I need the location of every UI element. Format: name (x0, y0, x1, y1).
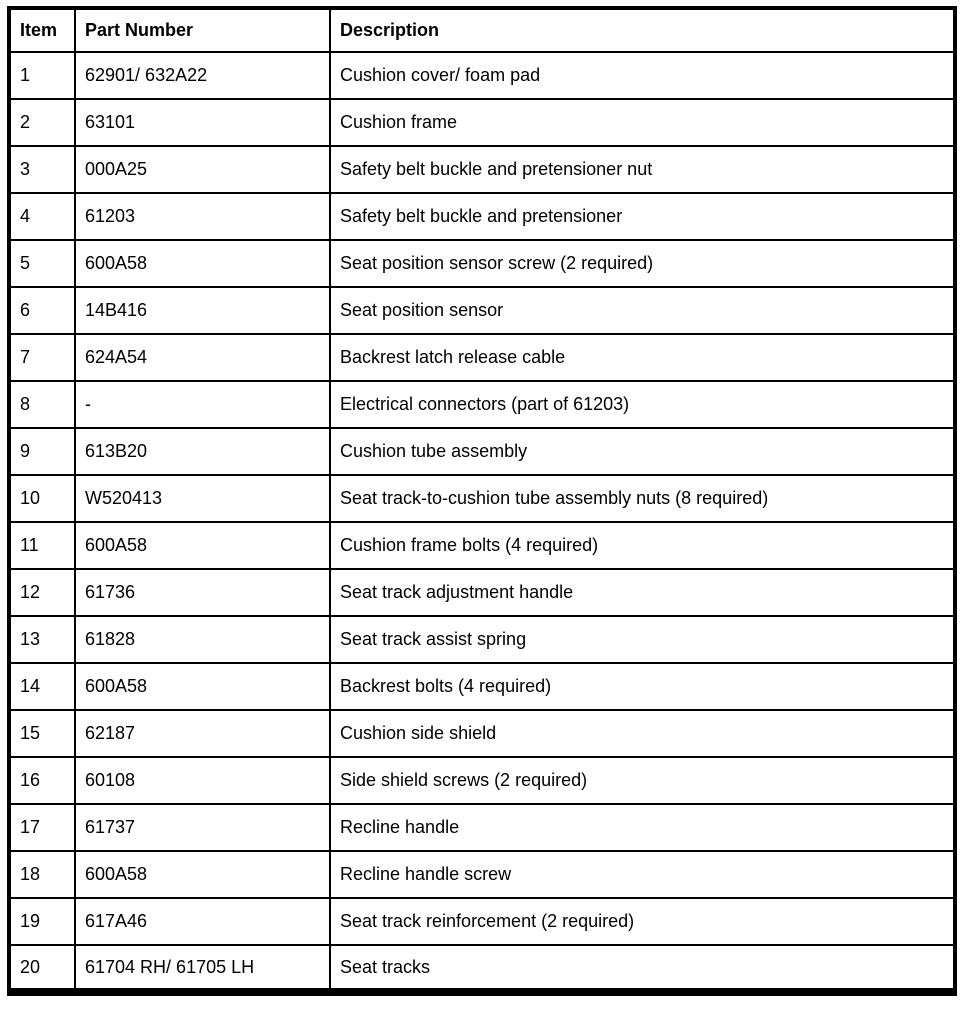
item-cell: 9 (9, 428, 75, 475)
item-cell: 19 (9, 898, 75, 945)
item-cell: 17 (9, 804, 75, 851)
part-number-cell: W520413 (75, 475, 330, 522)
part-number-cell: 624A54 (75, 334, 330, 381)
table-row (9, 193, 955, 240)
table-row (9, 569, 955, 616)
description-cell: Seat track-to-cushion tube assembly nuts (8 required) (330, 475, 955, 522)
description-cell: Safety belt buckle and pretensioner (330, 193, 955, 240)
item-cell: 4 (9, 193, 75, 240)
item-header: Item (9, 8, 75, 52)
item-cell: 10 (9, 475, 75, 522)
part-number-cell: 600A58 (75, 851, 330, 898)
part-number-cell: 613B20 (75, 428, 330, 475)
item-cell: 6 (9, 287, 75, 334)
table-row (9, 428, 955, 475)
part-number-cell: 61828 (75, 616, 330, 663)
description-cell: Seat track assist spring (330, 616, 955, 663)
part-number-cell: 61736 (75, 569, 330, 616)
table-row (9, 146, 955, 193)
description-cell: Cushion frame bolts (4 required) (330, 522, 955, 569)
item-cell: 15 (9, 710, 75, 757)
item-cell: 2 (9, 99, 75, 146)
item-cell: 18 (9, 851, 75, 898)
table-row (9, 945, 955, 992)
item-cell: 12 (9, 569, 75, 616)
part-number-cell: 60108 (75, 757, 330, 804)
part-number-cell: 600A58 (75, 240, 330, 287)
description-cell: Cushion cover/ foam pad (330, 52, 955, 99)
description-cell: Seat position sensor screw (2 required) (330, 240, 955, 287)
parts-table (7, 6, 957, 996)
part-number-cell: 61203 (75, 193, 330, 240)
table-row (9, 475, 955, 522)
item-cell: 11 (9, 522, 75, 569)
table-row (9, 287, 955, 334)
description-cell: Cushion frame (330, 99, 955, 146)
description-cell: Seat position sensor (330, 287, 955, 334)
item-cell: 13 (9, 616, 75, 663)
table-row (9, 851, 955, 898)
part-number-cell: - (75, 381, 330, 428)
part-number-cell: 000A25 (75, 146, 330, 193)
description-cell: Seat track reinforcement (2 required) (330, 898, 955, 945)
part-number-cell: 600A58 (75, 663, 330, 710)
item-cell: 5 (9, 240, 75, 287)
item-cell: 14 (9, 663, 75, 710)
part-number-cell: 617A46 (75, 898, 330, 945)
part-number-cell: 62901/ 632A22 (75, 52, 330, 99)
description-cell: Electrical connectors (part of 61203) (330, 381, 955, 428)
part-number-cell: 61737 (75, 804, 330, 851)
description-cell: Recline handle screw (330, 851, 955, 898)
item-cell: 7 (9, 334, 75, 381)
description-cell: Backrest bolts (4 required) (330, 663, 955, 710)
table-row (9, 663, 955, 710)
part-number-cell: 62187 (75, 710, 330, 757)
description-cell: Cushion tube assembly (330, 428, 955, 475)
table-row (9, 334, 955, 381)
table-row (9, 381, 955, 428)
header-row (9, 8, 955, 52)
description-cell: Cushion side shield (330, 710, 955, 757)
table-row (9, 616, 955, 663)
part-number-cell: 63101 (75, 99, 330, 146)
item-cell: 16 (9, 757, 75, 804)
table-row (9, 757, 955, 804)
table-row (9, 522, 955, 569)
description-cell: Side shield screws (2 required) (330, 757, 955, 804)
part-number-cell: 600A58 (75, 522, 330, 569)
table-row (9, 898, 955, 945)
item-cell: 20 (9, 945, 75, 992)
item-cell: 8 (9, 381, 75, 428)
table-row (9, 52, 955, 99)
table-row (9, 710, 955, 757)
description-header: Description (330, 8, 955, 52)
part-number-header: Part Number (75, 8, 330, 52)
part-number-cell: 14B416 (75, 287, 330, 334)
description-cell: Backrest latch release cable (330, 334, 955, 381)
table-row (9, 804, 955, 851)
item-cell: 3 (9, 146, 75, 193)
description-cell: Safety belt buckle and pretensioner nut (330, 146, 955, 193)
description-cell: Recline handle (330, 804, 955, 851)
table-row (9, 99, 955, 146)
description-cell: Seat tracks (330, 945, 955, 992)
table-row (9, 240, 955, 287)
description-cell: Seat track adjustment handle (330, 569, 955, 616)
item-cell: 1 (9, 52, 75, 99)
part-number-cell: 61704 RH/ 61705 LH (75, 945, 330, 992)
